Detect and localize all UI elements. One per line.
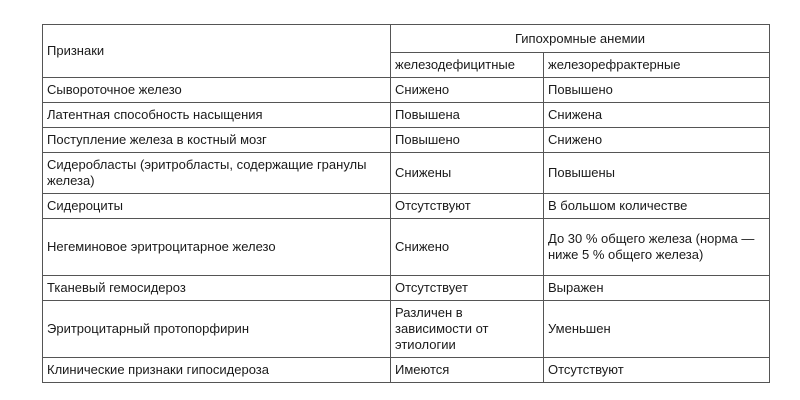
row-iron-refractory-value: Отсутствуют: [544, 358, 770, 383]
table-row: [43, 103, 770, 128]
row-iron-deficiency-value: Отсутствуют: [391, 194, 544, 219]
row-sign: Латентная способность насыщения: [43, 103, 391, 128]
row-sign: Сидероциты: [43, 194, 391, 219]
row-iron-refractory-value: Выражен: [544, 276, 770, 301]
table-row: [43, 194, 770, 219]
row-iron-deficiency-value: Различен в зависимости от этиологии: [391, 301, 544, 358]
row-sign: Сидеробласты (эритробласты, содержащие гранулы железа): [43, 153, 391, 194]
row-iron-deficiency-value: Отсутствует: [391, 276, 544, 301]
row-iron-refractory-value: Уменьшен: [544, 301, 770, 358]
row-iron-deficiency-value: Повышена: [391, 103, 544, 128]
table-row: [43, 128, 770, 153]
table-header-row: [43, 25, 770, 53]
table-row: [43, 358, 770, 383]
header-signs: Признаки: [43, 25, 391, 78]
row-iron-refractory-value: В большом количестве: [544, 194, 770, 219]
row-iron-deficiency-value: Повышено: [391, 128, 544, 153]
anemia-comparison-table: [42, 24, 770, 383]
row-iron-deficiency-value: Снижено: [391, 78, 544, 103]
row-iron-refractory-value: Повышено: [544, 78, 770, 103]
row-sign: Поступление железа в костный мозг: [43, 128, 391, 153]
row-sign: Эритроцитарный протопорфирин: [43, 301, 391, 358]
row-iron-deficiency-value: Имеются: [391, 358, 544, 383]
row-iron-deficiency-value: Снижены: [391, 153, 544, 194]
row-sign: Сывороточное железо: [43, 78, 391, 103]
header-iron-deficiency: железодефицитные: [391, 53, 544, 78]
table-row: [43, 219, 770, 276]
row-sign: Тканевый гемосидероз: [43, 276, 391, 301]
row-iron-refractory-value: До 30 % общего железа (норма — ниже 5 % общего железа): [544, 219, 770, 276]
row-iron-refractory-value: Снижена: [544, 103, 770, 128]
header-group-hypochromic-anemias: Гипохромные анемии: [391, 25, 770, 53]
table-row: [43, 78, 770, 103]
row-iron-deficiency-value: Снижено: [391, 219, 544, 276]
header-iron-refractory: железорефрактерные: [544, 53, 770, 78]
row-iron-refractory-value: Снижено: [544, 128, 770, 153]
table-row: [43, 301, 770, 358]
row-sign: Негеминовое эритроцитарное железо: [43, 219, 391, 276]
table-row: [43, 153, 770, 194]
row-iron-refractory-value: Повышены: [544, 153, 770, 194]
table-row: [43, 276, 770, 301]
row-sign: Клинические признаки гипосидероза: [43, 358, 391, 383]
